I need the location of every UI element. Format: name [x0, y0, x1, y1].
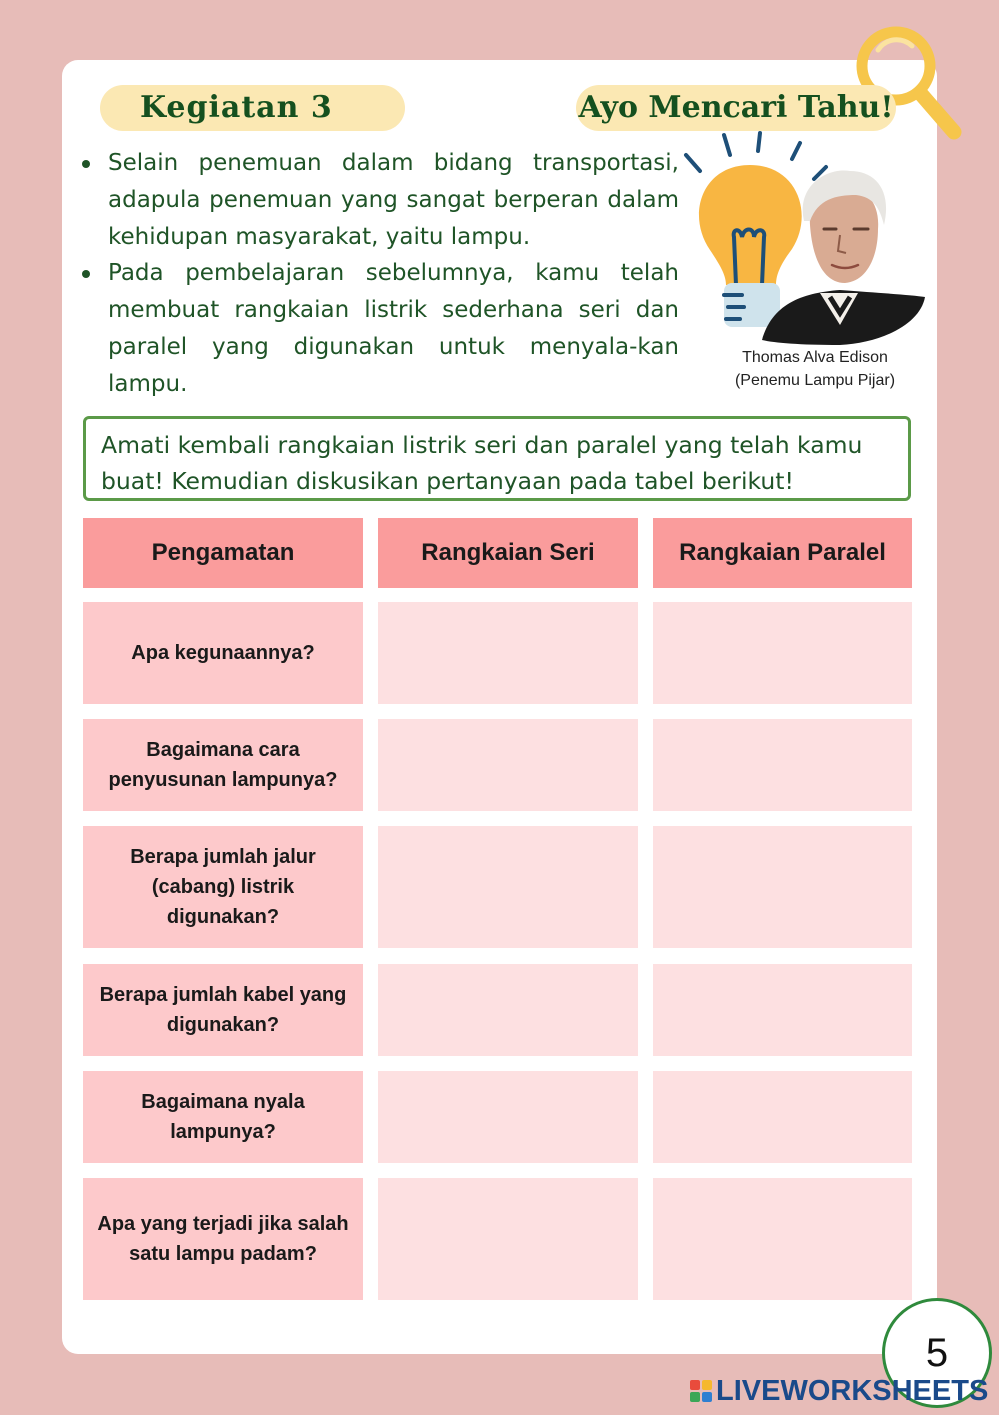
bullet-item: Pada pembelajaran sebelumnya, kamu telah membuat rangkaian listrik sederhana seri dan paralel yang digunakan untuk menyala-kan lampu.	[78, 255, 679, 402]
header-rangkaian-seri: Rangkaian Seri	[378, 518, 638, 588]
answer-seri-cell[interactable]	[378, 1071, 638, 1163]
caption-name: Thomas Alva Edison	[742, 349, 888, 366]
question-cell: Apa kegunaannya?	[83, 602, 363, 704]
question-cell: Bagaimana nyala lampunya?	[83, 1071, 363, 1163]
answer-seri-cell[interactable]	[378, 964, 638, 1056]
answer-paralel-cell[interactable]	[653, 1178, 912, 1300]
page-number: 5	[882, 1298, 992, 1408]
answer-paralel-cell[interactable]	[653, 602, 912, 704]
header-pengamatan: Pengamatan	[83, 518, 363, 588]
logo-text: LIVEWORKSHEETS	[716, 1374, 989, 1407]
edison-bulb-illustration	[680, 125, 930, 350]
question-cell: Bagaimana cara penyusunan lampunya?	[83, 719, 363, 811]
activity-label: Kegiatan 3	[100, 85, 405, 131]
caption-role: (Penemu Lampu Pijar)	[734, 372, 896, 389]
logo-mark-icon	[690, 1380, 712, 1402]
answer-paralel-cell[interactable]	[653, 719, 912, 811]
figure-caption	[705, 346, 925, 392]
answer-seri-cell[interactable]	[378, 826, 638, 948]
instruction-line: Amati kembali rangkaian listrik seri dan paralel yang telah kamu	[101, 431, 863, 459]
question-cell: Berapa jumlah jalur (cabang) listrik digunakan?	[83, 826, 363, 948]
answer-paralel-cell[interactable]	[653, 826, 912, 948]
answer-seri-cell[interactable]	[378, 602, 638, 704]
header-rangkaian-paralel: Rangkaian Paralel	[653, 518, 912, 588]
liveworksheets-logo	[690, 1374, 988, 1408]
answer-paralel-cell[interactable]	[653, 964, 912, 1056]
bullet-item: Selain penemuan dalam bidang transportasi, adapula penemuan yang sangat berperan dalam kehidupan masyarakat, yaitu lampu.	[78, 145, 679, 255]
section-label: Ayo Mencari Tahu!	[576, 85, 896, 131]
answer-seri-cell[interactable]	[378, 1178, 638, 1300]
answer-paralel-cell[interactable]	[653, 1071, 912, 1163]
instruction-line: buat! Kemudian diskusikan pertanyaan pada tabel berikut!	[101, 467, 794, 495]
answer-seri-cell[interactable]	[378, 719, 638, 811]
intro-bullets	[78, 145, 679, 403]
bulb-glass	[699, 165, 802, 285]
question-cell: Apa yang terjadi jika salah satu lampu padam?	[83, 1178, 363, 1300]
question-cell: Berapa jumlah kabel yang digunakan?	[83, 964, 363, 1056]
instruction-box	[83, 416, 911, 501]
